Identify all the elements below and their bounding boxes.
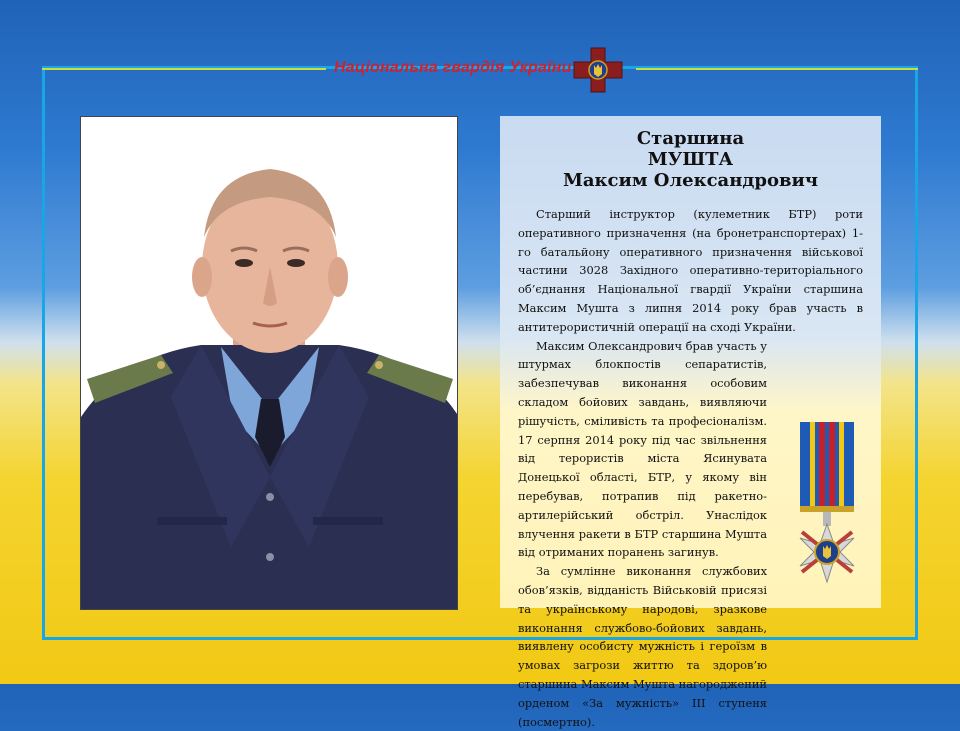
soldier-photo bbox=[80, 116, 458, 610]
bio-paragraph-2: Максим Олександрович брав участь у штурмах блокпостів сепаратистів, забезпечував виконання особовим складом бойових завдань, виявляючи рішучість, сміливість та професіоналізм. 17 серпня 2014 року під час звільнення від терористів міста Ясинувата Донецької області, БТР, у якому він перебував, потрапив під ракетно-артилерійський обстріл. Унаслідок влучення ракети в БТР старшина Мушта від отриманих поранень загинув. bbox=[518, 338, 767, 560]
header-title: Національна гвардія України bbox=[334, 59, 572, 76]
surname: МУШТА bbox=[647, 149, 734, 170]
name-block bbox=[518, 128, 863, 191]
header bbox=[0, 46, 960, 94]
header-line-left bbox=[42, 68, 326, 70]
rank: Старшина bbox=[636, 128, 745, 149]
bio-paragraph-1: Старший інструктор (кулеметник БТР) роти оперативного призначення (на бронетранспортерах) 1-го батальйону оперативного призначення військової частини 3028 Західного оперативно-територіального об’єднання Національної гвардії України старшина Максим Мушта з липня 2014 року брав участь в антитерористичній операції на сході України. bbox=[518, 207, 863, 334]
given-names: Максим Олександрович bbox=[562, 170, 819, 191]
order-for-courage-medal-icon bbox=[788, 420, 866, 596]
header-line-right bbox=[636, 68, 918, 70]
national-guard-emblem-icon bbox=[572, 46, 624, 94]
bio-paragraph-3: За сумлінне виконання службових обов’язків, відданість Військовій присязі та українському народові, зразкове виконання службово-бойових завдань, виявлену особисту мужність і героїзм в умовах загрози життю та здоров’ю старшина Максим Мушта нагороджений орденом «За мужність» III ступеня (посмертно). bbox=[518, 564, 768, 729]
